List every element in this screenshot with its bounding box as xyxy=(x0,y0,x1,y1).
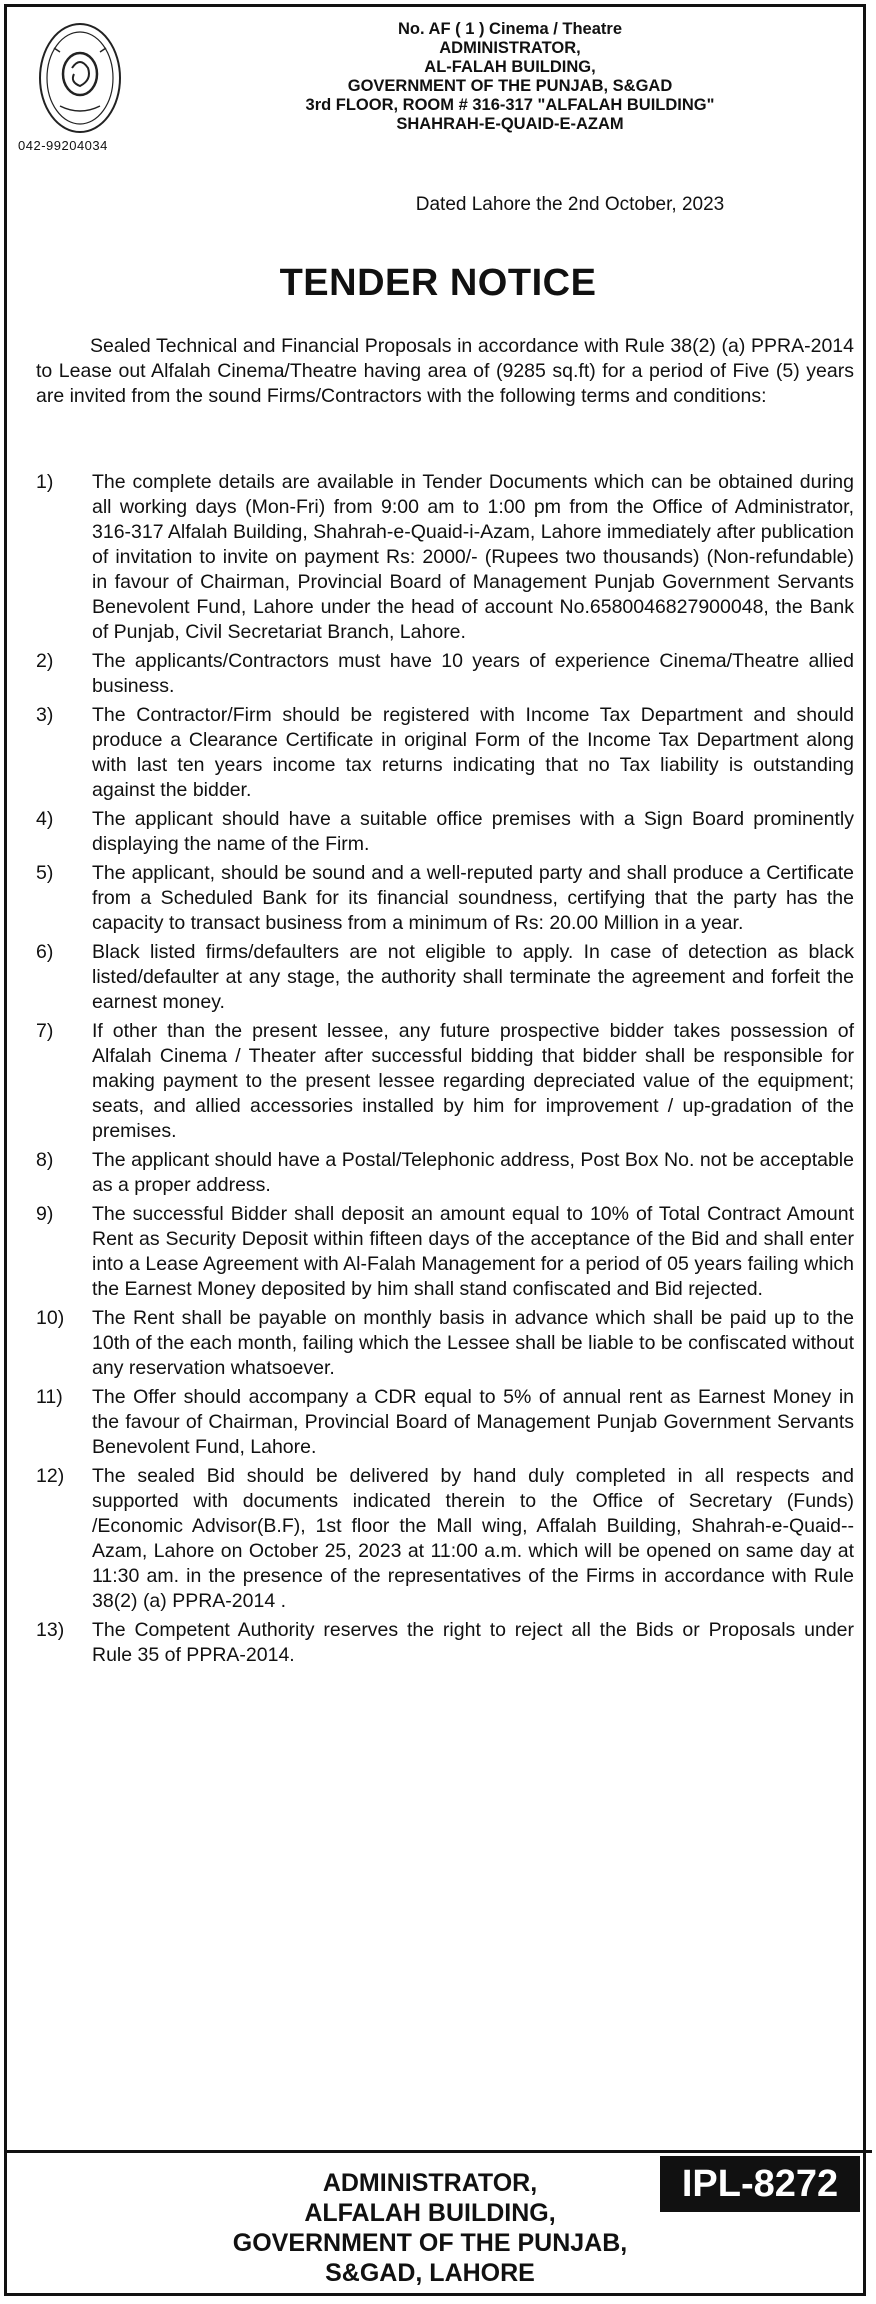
item-number: 13) xyxy=(36,1619,65,1641)
footer-line: GOVERNMENT OF THE PUNJAB, xyxy=(232,2229,628,2257)
list-item xyxy=(36,1148,854,1198)
item-number: 8) xyxy=(36,1149,54,1171)
list-item xyxy=(36,1385,854,1460)
item-number: 5) xyxy=(36,862,54,884)
reference-number: No. AF ( 1 ) Cinema / Theatre xyxy=(397,20,622,38)
page-title: TENDER NOTICE xyxy=(279,262,597,304)
footer-divider xyxy=(4,2150,872,2153)
item-text: The successful Bidder shall deposit an amount equal to 10% of Total Contract Amount Rent as Security Deposit within fifteen days of the acceptance of the Bid and shall enter into a Lease Agreement with Al-Falah Management for a period of 05 years failing which the Earnest Money deposited by him shall stand confiscated and Bid rejected. xyxy=(92,1203,854,1300)
list-item xyxy=(36,1306,854,1381)
signature-block xyxy=(150,2168,710,2288)
item-text: If other than the present lessee, any future prospective bidder takes possession of Alfalah Cinema / Theater after successful bidding that bidder shall be responsible for making payment to the present lessee regarding depreciated value of the equipment; seats, and allied accessories installed by him for improvement / up-gradation of the premises. xyxy=(92,1020,854,1142)
address-line: ADMINISTRATOR, xyxy=(439,39,581,57)
list-item xyxy=(36,649,854,699)
list-item xyxy=(36,861,854,936)
address-line: SHAHRAH-E-QUAID-E-AZAM xyxy=(396,115,624,133)
date-line: Dated Lahore the 2nd October, 2023 xyxy=(415,194,725,215)
letterhead xyxy=(0,0,876,230)
item-text: The applicant, should be sound and a well-reputed party and shall produce a Certificate from a Scheduled Bank for its financial soundness, certifying that the party has the capacity to transact business from a minimum of Rs: 20.00 Million in a year. xyxy=(92,862,854,934)
intro-paragraph: Sealed Technical and Financial Proposals in accordance with Rule 38(2) (a) PPRA-2014 to Lease out Alfalah Cinema/Theatre having area of (9285 sq.ft) for a period of Five (5) years are invited from the sound Firms/Contractors with the following terms and conditions: xyxy=(36,335,854,407)
item-number: 2) xyxy=(36,650,54,672)
footer-line: ADMINISTRATOR, xyxy=(322,2169,538,2197)
item-text: The Competent Authority reserves the right to reject all the Bids or Proposals under Rule 35 of PPRA-2014. xyxy=(92,1619,854,1666)
ipl-badge: IPL-8272 xyxy=(660,2156,860,2212)
item-text: The complete details are available in Tender Documents which can be obtained during all working days (Mon-Fri) from 9:00 am to 1:00 pm from the Office of Administrator, 316-317 Alfalah Building, Shahrah-e-Quaid-i-Azam, Lahore immediately after publication of invitation to invite on payment Rs: 2000/- (Rupees two thousands) (Non-refundable) in favour of Chairman, Provincial Board of Management Punjab Government Servants Benevolent Fund, Lahore under the head of account No.6580046827900048, the Bank of Punjab, Civil Secretariat Branch, Lahore. xyxy=(92,471,855,643)
terms-list xyxy=(36,470,854,1672)
list-item xyxy=(36,470,854,645)
item-number: 3) xyxy=(36,704,54,726)
footer-line: S&GAD, LAHORE xyxy=(325,2259,535,2287)
list-item xyxy=(36,1202,854,1302)
item-text: The Rent shall be payable on monthly basis in advance which shall be paid up to the 10th of the each month, failing which the Lessee shall be liable to be confiscated without any reservation whatsoever. xyxy=(92,1307,854,1379)
item-number: 12) xyxy=(36,1465,65,1487)
item-text: The Offer should accompany a CDR equal to 5% of annual rent as Earnest Money in the favour of Chairman, Provincial Board of Management Punjab Government Servants Benevolent Fund, Lahore. xyxy=(92,1386,854,1458)
list-item xyxy=(36,1464,854,1614)
list-item xyxy=(36,1618,854,1668)
list-item xyxy=(36,1019,854,1144)
footer-line: ALFALAH BUILDING, xyxy=(304,2199,556,2227)
address-line: GOVERNMENT OF THE PUNJAB, S&GAD xyxy=(347,77,673,95)
list-item xyxy=(36,940,854,1015)
item-text: The sealed Bid should be delivered by hand duly completed in all respects and supported with documents indicated therein to the Office of Secretary (Funds) /Economic Advisor(B.F), 1st floor the Mall wing, Affalah Building, Shahrah-e-Quaid--Azam, Lahore on October 25, 2023 at 11:00 a.m. which will be opened on same day at 11:30 am. in the presence of the representatives of the Firms in accordance with Rule 38(2) (a) PPRA-2014 . xyxy=(92,1465,854,1612)
item-number: 6) xyxy=(36,941,54,963)
item-number: 9) xyxy=(36,1203,54,1225)
item-text: The Contractor/Firm should be registered with Income Tax Department and should produce a Clearance Certificate in original Form of the Income Tax Department along with last ten years income tax returns indicating that no Tax liability is outstanding against the bidder. xyxy=(92,704,854,801)
list-item xyxy=(36,807,854,857)
item-number: 1) xyxy=(36,471,54,493)
item-text: The applicant should have a suitable office premises with a Sign Board prominently displaying the name of the Firm. xyxy=(92,808,854,855)
address-line: AL-FALAH BUILDING, xyxy=(424,58,596,76)
list-item xyxy=(36,703,854,803)
phone-number: 042-99204034 xyxy=(18,138,108,153)
item-number: 11) xyxy=(36,1386,63,1408)
item-number: 4) xyxy=(36,808,54,830)
address-line: 3rd FLOOR, ROOM # 316-317 "ALFALAH BUILDING" xyxy=(305,96,715,114)
item-text: The applicants/Contractors must have 10 years of experience Cinema/Theatre allied business. xyxy=(92,650,854,697)
item-text: Black listed firms/defaulters are not eligible to apply. In case of detection as black listed/defaulter at any stage, the authority shall terminate the agreement and forfeit the earnest money. xyxy=(92,941,854,1013)
item-text: The applicant should have a Postal/Telephonic address, Post Box No. not be acceptable as a proper address. xyxy=(92,1149,854,1196)
item-number: 10) xyxy=(36,1307,65,1329)
government-seal-icon xyxy=(34,18,126,138)
item-number: 7) xyxy=(36,1020,54,1042)
office-address xyxy=(250,20,770,134)
